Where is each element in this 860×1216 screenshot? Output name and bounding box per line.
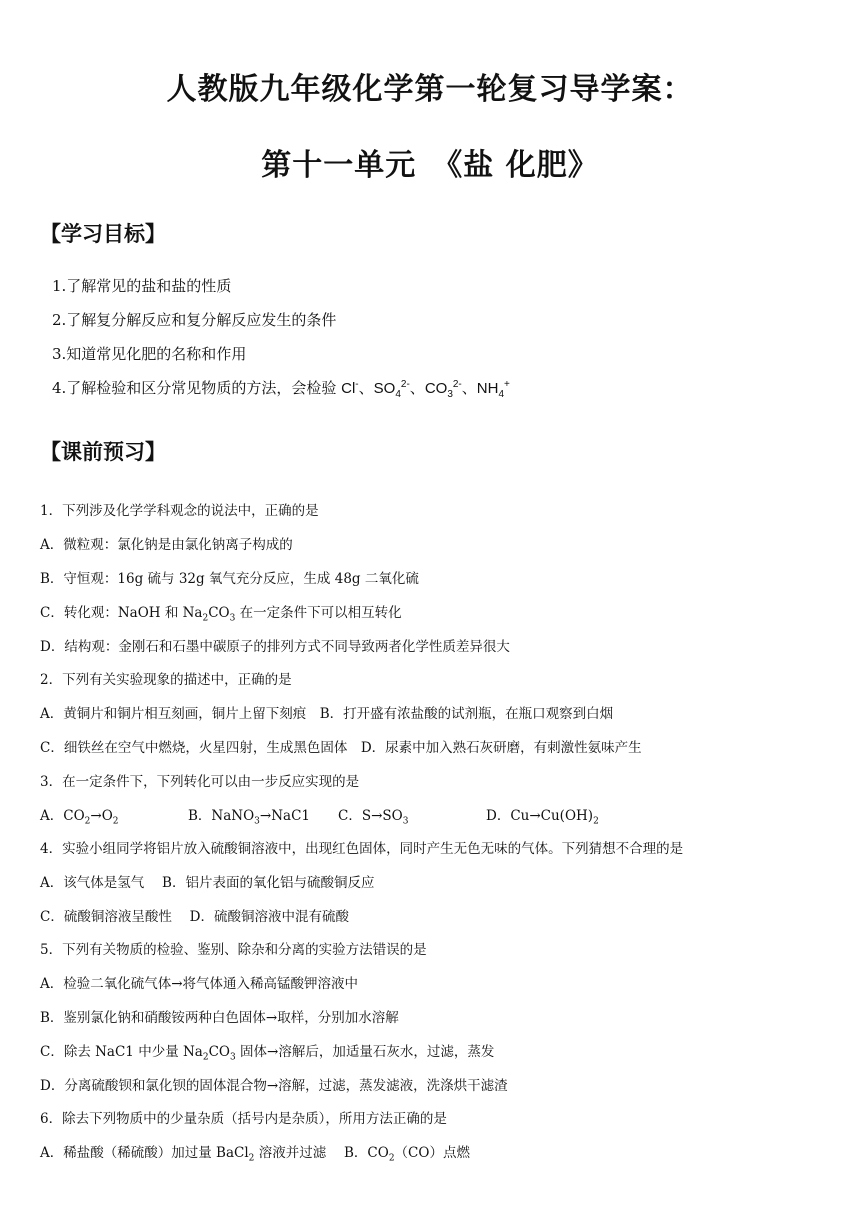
separator: 、 — [461, 379, 477, 397]
question-3-stem: 3．在一定条件下，下列转化可以由一步反应实现的是 — [40, 774, 360, 790]
question-4-options-cd: C．硫酸铜溶液呈酸性 D．硫酸铜溶液中混有硫酸 — [40, 909, 349, 925]
goal-item-4 — [52, 377, 510, 400]
question-5-option-b: B．鉴别氯化钠和硝酸铵两种白色固体→取样，分别加水溶解 — [40, 1010, 399, 1026]
question-6-stem: 6．除去下列物质中的少量杂质（括号内是杂质），所用方法正确的是 — [40, 1111, 447, 1127]
question-2-stem: 2．下列有关实验现象的描述中，正确的是 — [40, 672, 292, 688]
separator: 、 — [409, 379, 425, 397]
question-5-option-a: A．检验二氧化硫气体→将气体通入稀高锰酸钾溶液中 — [40, 976, 359, 992]
question-6-options-ab: A．稀盐酸（稀硫酸）加过量 BaCl$_2$ 溶液并过滤 B．$CO_2(CO)$点燃 — [40, 1145, 470, 1164]
question-5-stem: 5．下列有关物质的检验、鉴别、除杂和分离的实验方法错误的是 — [40, 942, 427, 958]
question-4-options-ab: A．该气体是氢气 B．铝片表面的氧化铝与硫酸铜反应 — [40, 875, 375, 891]
question-3-option-d: D．$Cu\to Cu(OH)_2$ — [486, 808, 599, 827]
question-1-option-c: C．转化观：NaOH 和 $Na_2CO_3$ 在一定条件下可以相互转化 — [40, 605, 402, 624]
question-1-option-b: B．守恒观：16g 硫与 32g 氧气充分反应，生成 48g 二氧化硫 — [40, 571, 419, 587]
question-3-option-a: A．$CO_2\to O_2$ — [40, 808, 119, 827]
ion-ammonium: $NH_4^+$ — [476, 379, 510, 400]
question-3-option-b: B．NaNO$_3$→NaC1 — [188, 808, 310, 827]
question-5-option-d: D．分离硫酸钡和氯化钡的固体混合物→溶解，过滤，蒸发滤液，洗涤烘干滤渣 — [40, 1078, 508, 1094]
goal-item-2: 2.了解复分解反应和复分解反应发生的条件 — [52, 311, 337, 329]
unit-title: 第十一单元 《盐 化肥》 — [261, 148, 599, 183]
ion-sulfate: $SO_4^{2-}$ — [373, 379, 410, 400]
goal-item-1: 1.了解常见的盐和盐的性质 — [52, 277, 232, 295]
goal-item-3: 3.知道常见化肥的名称和作用 — [52, 345, 247, 363]
document-title: 人教版九年级化学第一轮复习导学案： — [166, 72, 694, 107]
section-heading-preview: 【课前预习】 — [40, 440, 166, 464]
question-1-option-a: A．微粒观：氯化钠是由氯化钠离子构成的 — [40, 537, 293, 553]
question-2-options-cd: C．细铁丝在空气中燃烧，火星四射，生成黑色固体 D．尿素中加入熟石灰研磨，有刺激性氨味产生 — [40, 740, 642, 756]
question-5-option-c: C．除去 NaC1 中少量 $Na_2CO_3$ 固体→溶解后，加适量石灰水，过滤，蒸发 — [40, 1044, 495, 1063]
question-2-options-ab: A．黄铜片和铜片相互刻画，铜片上留下刻痕 B．打开盛有浓盐酸的试剂瓶，在瓶口观察到白烟 — [40, 706, 614, 722]
question-1-stem: 1．下列涉及化学学科观念的说法中，正确的是 — [40, 503, 319, 519]
question-3-option-c: C．$S\to SO_3$ — [338, 808, 409, 827]
section-heading-goals: 【学习目标】 — [40, 222, 166, 246]
question-1-option-d: D．结构观：金刚石和石墨中碳原子的排列方式不同导致两者化学性质差异很大 — [40, 639, 510, 655]
question-4-stem: 4．实验小组同学将铝片放入硫酸铜溶液中，出现红色固体，同时产生无色无味的气体。下列猜想不合理的是 — [40, 841, 684, 857]
ion-carbonate: $CO_3^{2-}$ — [424, 379, 462, 400]
goal-item-4-text: 4.了解检验和区分常见物质的方法，会检验 — [52, 379, 337, 397]
separator: 、 — [358, 379, 374, 397]
ion-chloride: Cl- — [341, 379, 359, 397]
